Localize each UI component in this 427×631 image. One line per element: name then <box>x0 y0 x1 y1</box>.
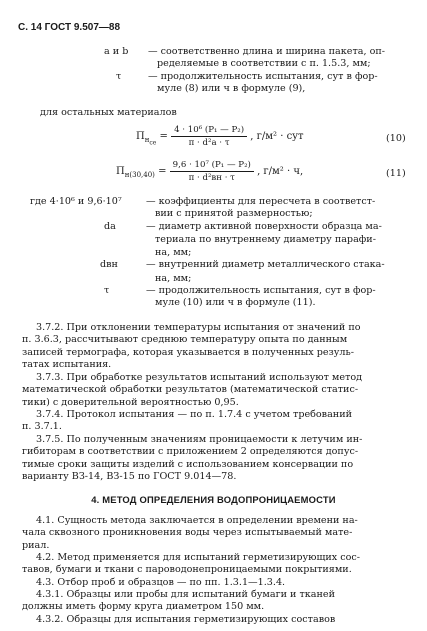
definition-term: a и b <box>104 46 129 57</box>
formula-denominator: π · d²вн · τ <box>188 173 235 183</box>
definition-term: τ <box>116 70 122 82</box>
intro-line: для остальных материалов <box>40 107 177 118</box>
formula-equals: = <box>158 166 167 177</box>
definition-line: — внутренний диаметр металлического стака- <box>146 259 385 271</box>
paragraph-3-7-5: 3.7.5. По полученным значениям проницаемости к летучим ин- гибиторам в соответствии с приложением 2 определяются допус- тимые сроки защиты изделий с использованием консервации по варианту ВЗ-14, ВЗ-15 по ГОСТ 9.014—78. <box>22 434 363 483</box>
definition-term: τ <box>104 284 110 296</box>
definition-line: вии с принятой размерностью; <box>155 208 313 220</box>
definition-line: — коэффициенты для пересчета в соответст- <box>146 196 376 207</box>
formula-fraction <box>171 124 247 149</box>
paragraph-3-7-3: 3.7.3. При обработке результатов испытаний используют метод математической обработки результатов (математической статис- тики) с доверительной вероятностью 0,95. <box>22 372 363 408</box>
formula-units: , г/м² · ч, <box>257 166 304 177</box>
formula-numerator: 4 · 10⁶ (P₁ — P₂) <box>171 124 247 137</box>
section-title: 4. МЕТОД ОПРЕДЕЛЕНИЯ ВОДОПРОНИЦАЕМОСТИ <box>91 494 336 505</box>
formula-denominator: π · d²a · τ <box>188 138 230 148</box>
definition-term: dа <box>104 220 116 232</box>
formula-10 <box>136 124 304 150</box>
formula-equals: = <box>159 131 168 142</box>
definition-line: муле (10) или ч в формуле (11). <box>155 297 316 309</box>
formula-lhs: $П_{н_{се}}$ <box>136 131 157 147</box>
definition-line: — продолжительность испытания, сут в фор- <box>148 70 378 82</box>
definition-line: на, мм; <box>155 246 192 258</box>
definition-line: на, мм; <box>155 272 192 284</box>
paragraph-3-7-2: 3.7.2. При отклонении температуры испытания от значений по п. 3.6.3, рассчитывают среднюю температуру опыта по данным записей термографа, которая указывается в полученных резуль- татах испытания. <box>22 322 361 371</box>
definition-line: — соответственно длина и ширина пакета, оп- <box>148 46 385 57</box>
formula-fraction <box>170 159 254 184</box>
definition-term: dвн <box>100 259 118 271</box>
definition-line: — диаметр активной поверхности образца ма- <box>146 220 382 232</box>
definition-line: — продолжительность испытания, сут в фор- <box>146 284 376 296</box>
definition-term: где 4·10⁶ и 9,6·10⁷ <box>30 196 122 207</box>
formula-lhs: $П_{н(30,40)}$ <box>116 166 155 179</box>
paragraph-4-3-1: 4.3.1. Образцы или пробы для испытаний бумаги и тканей должны иметь форму круга диаметром 150 мм. <box>22 589 335 613</box>
formula-units: , г/м² · сут <box>250 131 304 142</box>
page-header: С. 14 ГОСТ 9.507—88 <box>18 22 121 33</box>
paragraph-4-2: 4.2. Метод применяется для испытаний герметизирующих сос- тавов, бумаги и ткани с пароводонепроницаемыми покрытиями. <box>22 552 361 576</box>
formula-11 <box>116 159 303 184</box>
definition-line: териала по внутреннему диаметру парафи- <box>155 234 376 246</box>
paragraph-4-1: 4.1. Сущность метода заключается в определении времени на- чала сквозного проникновения воды через испытываемый мате- риал. <box>22 515 358 551</box>
formula-number: (11) <box>386 168 406 179</box>
definition-line: ределяемые в соответствии с п. 1.5.3, мм; <box>157 58 371 70</box>
paragraph-4-3-2: 4.3.2. Образцы для испытания герметизирующих составов <box>36 614 336 625</box>
formula-numerator: 9,6 · 10⁷ (P₁ — P₂) <box>170 159 254 172</box>
paragraph-4-3: 4.3. Отбор проб и образцов — по пп. 1.3.1—1.3.4. <box>36 577 286 588</box>
definition-line: муле (8) или ч в формуле (9), <box>157 83 306 95</box>
paragraph-3-7-4: 3.7.4. Протокол испытания — по п. 1.7.4 с учетом требований п. 3.7.1. <box>22 409 352 433</box>
formula-number: (10) <box>386 133 406 144</box>
